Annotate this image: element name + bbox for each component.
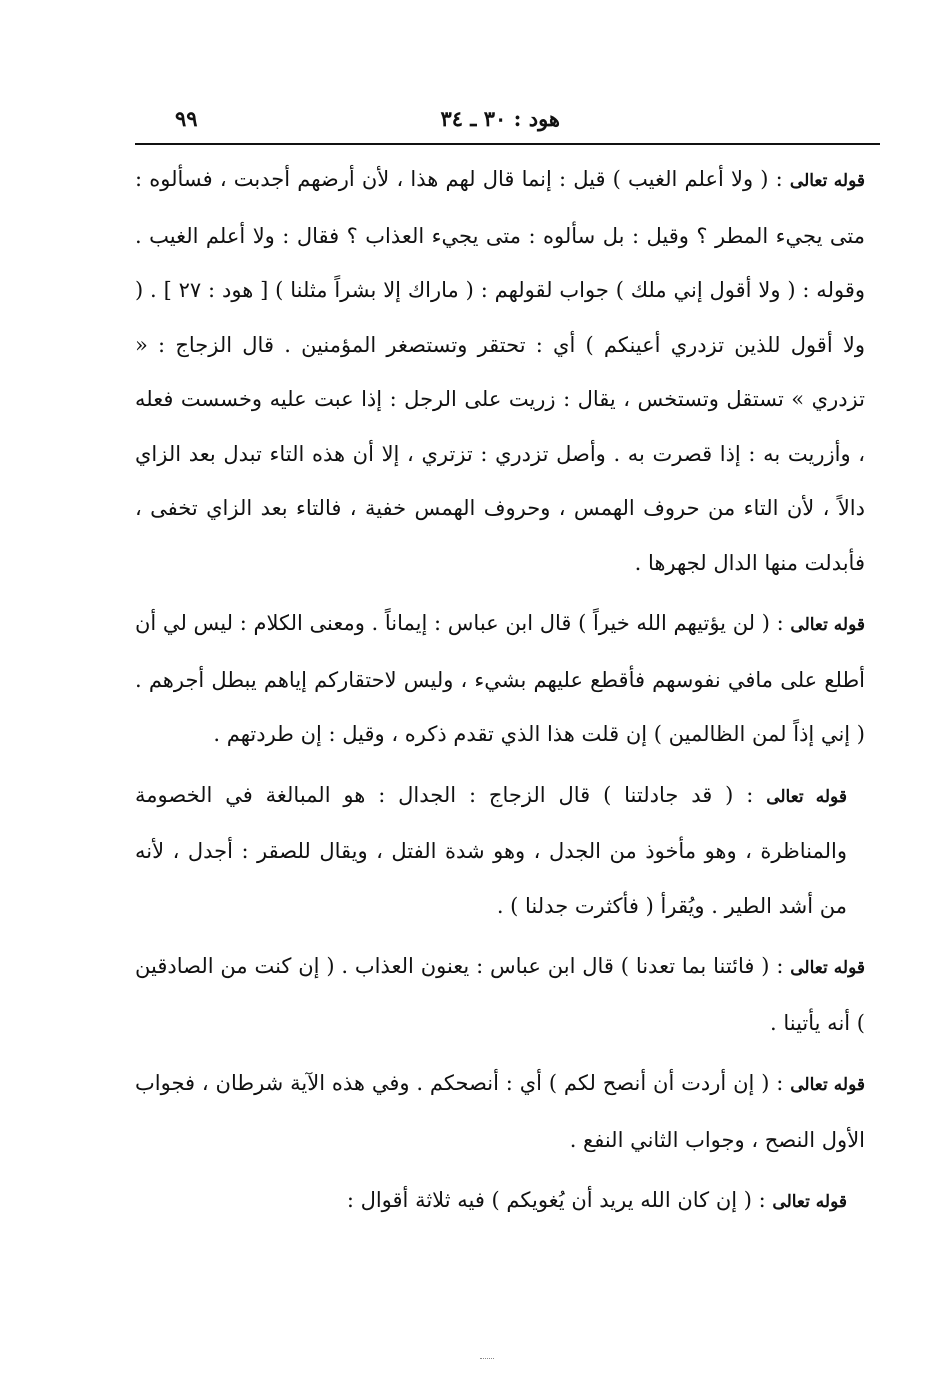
paragraph-text: : ( ولا أعلم الغيب ) قيل : إنما قال لهم هذا ، لأن أرضهم أجدبت ، فسألوه : متى يجيء المطر ؟ وقيل : بل سألوه : متى يجيء العذاب ؟ فقال : ولا أعلم الغيب . وقوله : ( ولا أقول إني ملك ) جواب لقولهم : ( ماراك إلا بشراً مثلنا ) [ هود : ٢٧ ] . ( ولا أقول للذين تزدري أعينكم ) أي : تحتقر وتستصغر المؤمنين . قال الزجاج : « تزدري » تستقل وتستخس ، يقال : زريت على الرجل : إذا عبت عليه وخسست فعله ، وأزريت به : إذا قصرت به . وأصل تزدري : تزتري ، إلا أن هذه التاء تبدل بعد الزاي دالاً ، لأن التاء من حروف الهمس ، وحروف الهمس خفية ، فالتاء بعد الزاي تخفى ، فأبدلت منها الدال لجهرها . — [135, 167, 865, 575]
paragraph-6 — [135, 1173, 865, 1230]
paragraph-lead: قوله تعالى — [772, 1192, 847, 1212]
paragraph-text: : ( قد جادلتنا ) قال الزجاج : الجدال : هو المبالغة في الخصومة والمناظرة ، وهو مأخوذ من الجدل ، وهو شدة الفتل ، ويقال للصقر : أجدل ، لأنه من أشد الطير . ويُقرأ ( فأكثرت جدلنا ) . — [135, 782, 847, 918]
paragraph-text: : ( إن كان الله يريد أن يُغويكم ) فيه ثلاثة أقوال : — [346, 1188, 766, 1212]
body-text — [135, 152, 865, 1230]
page-header — [135, 100, 880, 140]
paragraph-text: : ( فائتنا بما تعدنا ) قال ابن عباس : يعنون العذاب . ( إن كنت من الصادقين ) أنه يأتينا . — [135, 954, 865, 1035]
paragraph-lead: قوله تعالى — [789, 171, 865, 191]
running-title: هود : ٣٠ ـ ٣٤ — [440, 106, 560, 131]
paragraph-5 — [135, 1056, 865, 1167]
paragraph-2 — [135, 596, 865, 762]
paragraph-4 — [135, 939, 865, 1050]
paragraph-text: : ( إن أردت أن أنصح لكم ) أي : أنصحكم . وفي هذه الآية شرطان ، فجواب الأول النصح ، وجواب الثاني النفع . — [135, 1071, 865, 1152]
header-divider — [135, 143, 880, 145]
paragraph-lead: قوله تعالى — [790, 1075, 865, 1095]
paragraph-lead: قوله تعالى — [766, 786, 847, 807]
paragraph-3 — [135, 768, 865, 934]
paragraph-text: : ( لن يؤتيهم الله خيراً ) قال ابن عباس : إيماناً . ومعنى الكلام : ليس لي أن أطلع على مافي نفوسهم فأقطع عليهم بشيء ، وليس لاحتقاركم إياهم يبطل أجرهم . ( إني إذاً لمن الظالمين ) إن قلت هذا الذي تقدم ذكره ، وقيل : إن طردتهم . — [135, 611, 865, 746]
page-number: ٩٩ — [175, 106, 198, 131]
paragraph-lead: قوله تعالى — [790, 615, 865, 635]
scan-speck — [480, 1358, 494, 1359]
paragraph-1 — [135, 152, 865, 590]
paragraph-lead: قوله تعالى — [790, 958, 865, 978]
